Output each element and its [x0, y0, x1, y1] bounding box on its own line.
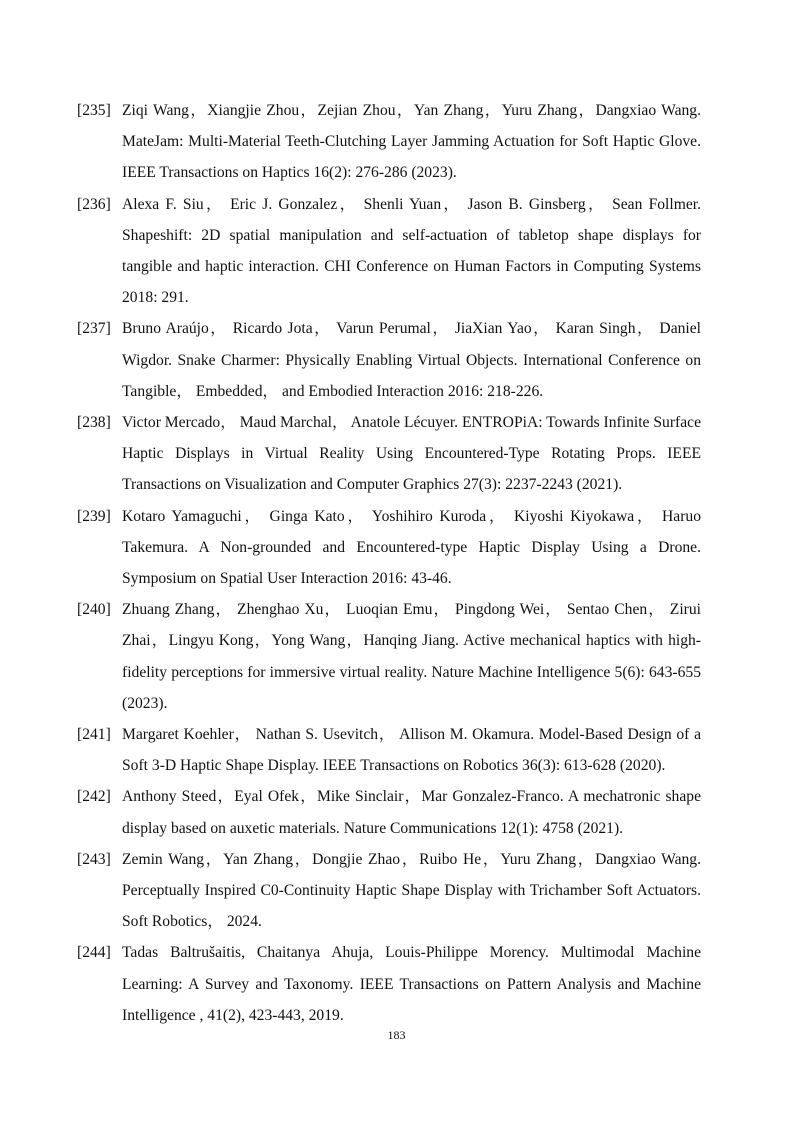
- reference-235: [77, 95, 701, 189]
- reference-text: Zhuang Zhang， Zhenghao Xu， Luoqian Emu， Pingdong Wei， Sentao Chen， Zirui Zhai，Lingyu Kong，Yong Wang，Hanqing Jiang. Active mechanical haptics with high-fidelity perceptions for immersive virtual reality. Nature Machine Intelligence 5(6): 643-655 (2023).: [122, 601, 701, 712]
- reference-text: Bruno Araújo， Ricardo Jota， Varun Perumal， JiaXian Yao， Karan Singh， Daniel Wigdor. Snake Charmer: Physically Enabling Virtual Objects. International Conference on Tangible， Embedded， and Embodied Interaction 2016: 218-226.: [122, 320, 701, 400]
- reference-text: Anthony Steed，Eyal Ofek，Mike Sinclair，Mar Gonzalez-Franco. A mechatronic shape display based on auxetic materials. Nature Communications 12(1): 4758 (2021).: [122, 788, 701, 837]
- reference-text: Tadas Baltrušaitis, Chaitanya Ahuja, Louis-Philippe Morency. Multimodal Machine Learning: A Survey and Taxonomy. IEEE Transactions on Pattern Analysis and Machine Intelligence , 41(2), 423-443, 2019.: [122, 944, 701, 1024]
- reference-241: [77, 719, 701, 781]
- reference-number: [241]: [77, 726, 111, 744]
- reference-text: Kotaro Yamaguchi， Ginga Kato， Yoshihiro Kuroda， Kiyoshi Kiyokawa， Haruo Takemura. A Non-grounded and Encountered-type Haptic Display Using a Drone. Symposium on Spatial User Interaction 2016: 43-46.: [122, 507, 701, 588]
- reference-number: [236]: [77, 195, 111, 213]
- reference-238: [77, 407, 701, 501]
- reference-number: [237]: [77, 320, 111, 338]
- reference-number: [239]: [77, 507, 111, 525]
- reference-236: [77, 189, 701, 314]
- reference-text: Victor Mercado， Maud Marchal， Anatole Lécuyer. ENTROPiA: Towards Infinite Surface Haptic Displays in Virtual Reality Using Encountered-Type Rotating Props. IEEE Transactions on Visualization and Computer Graphics 27(3): 2237-2243 (2021).: [122, 414, 701, 494]
- reference-number: [240]: [77, 601, 111, 619]
- reference-239: [77, 501, 701, 595]
- page-number: 183: [387, 1028, 406, 1042]
- reference-242: [77, 781, 701, 843]
- reference-text: Ziqi Wang，Xiangjie Zhou，Zejian Zhou，Yan Zhang，Yuru Zhang，Dangxiao Wang. MateJam: Multi-Material Teeth-Clutching Layer Jamming Actuation for Soft Haptic Glove. IEEE Transactions on Haptics 16(2): 276-286 (2023).: [122, 102, 701, 182]
- reference-text: Margaret Koehler， Nathan S. Usevitch， Allison M. Okamura. Model-Based Design of a Soft 3-D Haptic Shape Display. IEEE Transactions on Robotics 36(3): 613-628 (2020).: [122, 726, 701, 775]
- reference-number: [243]: [77, 850, 111, 868]
- reference-244: [77, 937, 701, 1031]
- reference-number: [235]: [77, 102, 111, 119]
- reference-243: [77, 844, 701, 938]
- reference-list: [77, 95, 701, 1031]
- reference-text: Zemin Wang，Yan Zhang，Dongjie Zhao，Ruibo He，Yuru Zhang，Dangxiao Wang. Perceptually Inspired C0-Continuity Haptic Shape Display with Trichamber Soft Actuators. Soft Robotics， 2024.: [122, 850, 701, 931]
- reference-number: [238]: [77, 414, 111, 432]
- reference-text: Alexa F. Siu， Eric J. Gonzalez， Shenli Yuan， Jason B. Ginsberg， Sean Follmer. Shapeshift: 2D spatial manipulation and self-actuation of tabletop shape displays for tangible and haptic interaction. CHI Conference on Human Factors in Computing Systems 2018: 291.: [122, 195, 701, 307]
- reference-number: [242]: [77, 788, 111, 806]
- reference-240: [77, 594, 701, 719]
- reference-number: [244]: [77, 944, 111, 962]
- reference-237: [77, 313, 701, 407]
